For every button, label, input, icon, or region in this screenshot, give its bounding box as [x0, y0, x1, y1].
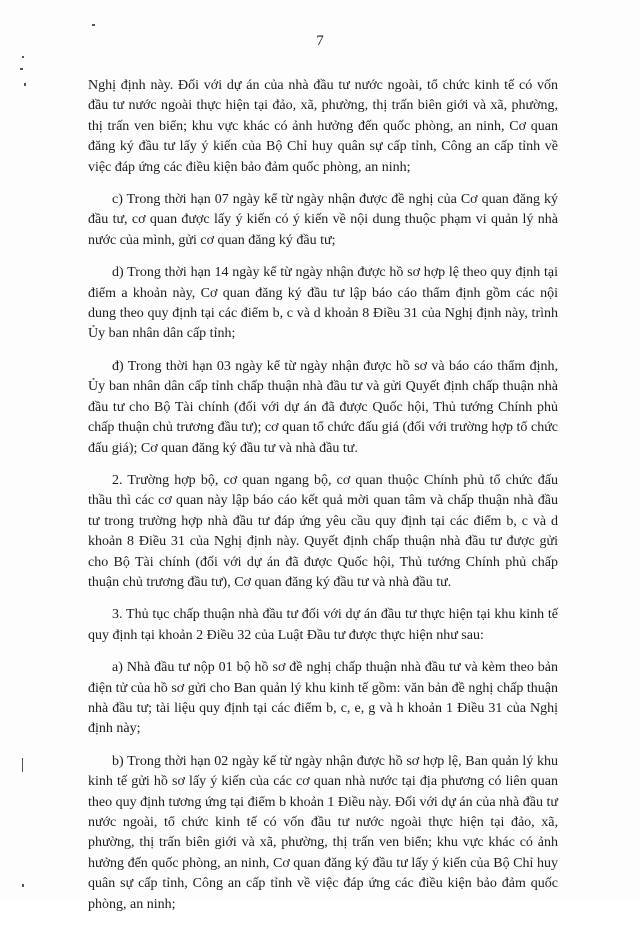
- paragraph-point-c: c) Trong thời hạn 07 ngày kể từ ngày nhận được đề nghị của Cơ quan đăng ký đầu tư, cơ quan được lấy ý kiến có ý kiến về nội dung thuộc phạm vi quản lý nhà nước của mình, gửi cơ quan đăng ký đầu tư;: [88, 192, 558, 248]
- scan-speck: [24, 83, 26, 86]
- paragraph-clause-3-point-b: b) Trong thời hạn 02 ngày kể từ ngày nhận được hồ sơ hợp lệ, Ban quản lý khu kinh tế gửi hồ sơ lấy ý kiến của các cơ quan nhà nước tại địa phương có liên quan theo quy định tương ứng tại điểm b khoản 1 Điều này. Đối với dự án của nhà đầu tư nước ngoài, tổ chức kinh tế có vốn đầu tư nước ngoài thực hiện tại đảo, xã, phường, thị trấn biên giới và xã, phường, thị trấn ven biển; khu vực khác có ảnh hưởng đến quốc phòng, an ninh, Cơ quan đăng ký đầu tư lấy ý kiến của Bộ Chỉ huy quân sự cấp tỉnh, Công an cấp tỉnh về việc đáp ứng các điều kiện bảo đảm quốc phòng, an ninh;: [88, 753, 558, 912]
- paragraph-point-d: d) Trong thời hạn 14 ngày kể từ ngày nhận được hồ sơ hợp lệ theo quy định tại điểm a khoản này, Cơ quan đăng ký đầu tư lập báo cáo thẩm định gồm các nội dung theo quy định tại các điểm b, c và d khoản 8 Điều 31 của Nghị định này, trình Ủy ban nhân dân cấp tỉnh;: [88, 265, 558, 342]
- paragraph-continuation: Nghị định này. Đối với dự án của nhà đầu tư nước ngoài, tổ chức kinh tế có vốn đầu tư nước ngoài thực hiện tại đảo, xã, phường, thị trấn biên giới và xã, phường, thị trấn ven biển; khu vực khác có ảnh hưởng đến quốc phòng, an ninh, Cơ quan đăng ký đầu tư lấy ý kiến của Bộ Chỉ huy quân sự cấp tỉnh, Công an cấp tỉnh về việc đáp ứng các điều kiện bảo đảm quốc phòng, an ninh;: [88, 78, 558, 175]
- scan-margin-line: [22, 758, 23, 772]
- paragraph-clause-3-point-a: a) Nhà đầu tư nộp 01 bộ hồ sơ đề nghị chấp thuận nhà đầu tư và kèm theo bản điện tử của hồ sơ gửi cho Ban quản lý khu kinh tế gồm: văn bản đề nghị chấp thuận nhà đầu tư; tài liệu quy định tại các điểm b, c, e, g và h khoản 1 Điều 31 của Nghị định này;: [88, 660, 558, 737]
- scan-speck: [92, 24, 95, 26]
- paragraph-clause-2: 2. Trường hợp bộ, cơ quan ngang bộ, cơ quan thuộc Chính phủ tổ chức đấu thầu thì các cơ quan này lập báo cáo kết quả mời quan tâm và chấp thuận nhà đầu tư trong trường hợp nhà đầu tư đáp ứng yêu cầu quy định tại các điểm b, c và d khoản 8 Điều 31 của Nghị định này. Quyết định chấp thuận nhà đầu tư được gửi cho Bộ Tài chính (đối với dự án đã được Quốc hội, Thủ tướng Chính phủ chấp thuận chủ trương đầu tư), Cơ quan đăng ký đầu tư và nhà đầu tư.: [88, 472, 558, 590]
- paragraph-clause-3: 3. Thủ tục chấp thuận nhà đầu tư đối với dự án đầu tư thực hiện tại khu kinh tế quy định tại khoản 2 Điều 32 của Luật Đầu tư được thực hiện như sau:: [88, 607, 558, 643]
- paragraph-point-dd: đ) Trong thời hạn 03 ngày kể từ ngày nhận được hồ sơ và báo cáo thẩm định, Ủy ban nhân dân cấp tỉnh chấp thuận nhà đầu tư và gửi Quyết định chấp thuận nhà đầu tư cho Bộ Tài chính (đối với dự án đã được Quốc hội, Thủ tướng Chính phủ chấp thuận chủ trương đầu tư); cơ quan tổ chức đấu giá (đối với trường hợp tổ chức đấu giá); Cơ quan đăng ký đầu tư và nhà đầu tư.: [88, 358, 558, 456]
- document-body: [88, 76, 558, 927]
- scan-speck: [20, 68, 23, 70]
- page-number: 7: [316, 33, 324, 49]
- scan-speck: [22, 884, 24, 887]
- scan-speck: [22, 56, 24, 58]
